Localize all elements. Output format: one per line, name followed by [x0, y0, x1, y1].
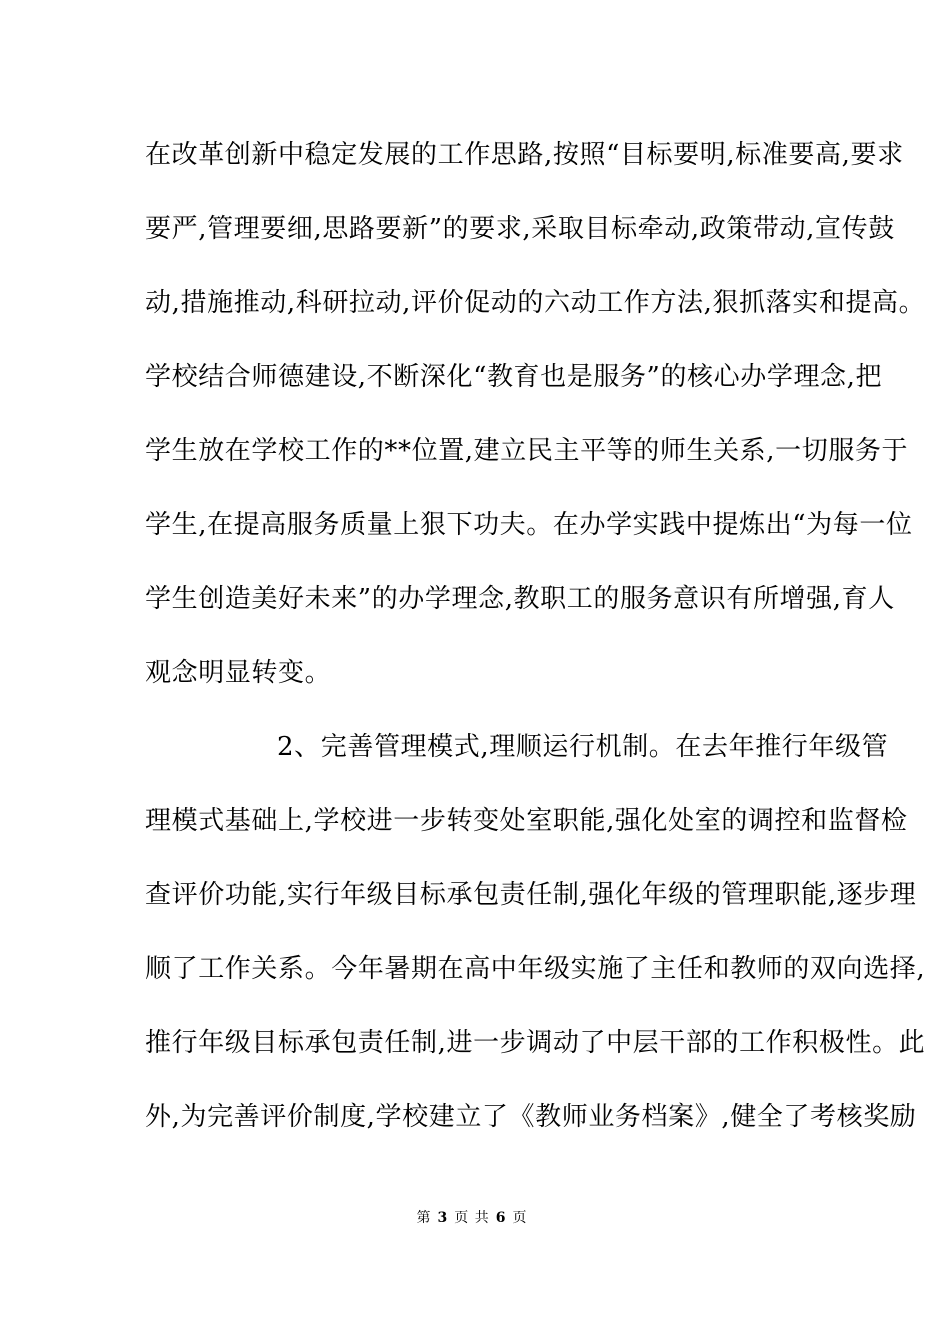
paragraph-line-2: 要严,管理要细,思路要新”的要求,采取目标牵动,政策带动,宣传鼓 — [145, 214, 895, 244]
footer-suffix: 页 — [512, 1210, 528, 1226]
paragraph-line-1: 在改革创新中稳定发展的工作思路,按照“目标要明,标准要高,要求 — [145, 140, 904, 170]
section-heading-line: 2、完善管理模式,理顺运行机制。在去年推行年级管 — [277, 732, 889, 762]
paragraph-line-11: 查评价功能,实行年级目标承包责任制,强化年级的管理职能,逐步理 — [145, 880, 917, 910]
paragraph-line-7: 学生创造美好未来”的办学理念,教职工的服务意识有所增强,育人 — [145, 584, 895, 614]
paragraph-line-6: 学生,在提高服务质量上狠下功夫。在办学实践中提炼出“为每一位 — [145, 510, 913, 540]
paragraph-line-14: 外,为完善评价制度,学校建立了《教师业务档案》,健全了考核奖励 — [145, 1102, 917, 1132]
paragraph-line-3: 动,措施推动,科研拉动,评价促动的六动工作方法,狠抓落实和提高。 — [145, 288, 926, 318]
current-page-number: 3 — [437, 1210, 449, 1226]
paragraph-line-13: 推行年级目标承包责任制,进一步调动了中层干部的工作积极性。此 — [145, 1028, 926, 1058]
paragraph-line-5: 学生放在学校工作的**位置,建立民主平等的师生关系,一切服务于 — [145, 436, 909, 466]
footer-middle: 页 共 — [454, 1210, 490, 1226]
paragraph-line-8: 观念明显转变。 — [145, 658, 332, 688]
page-footer — [0, 1208, 950, 1228]
total-page-number: 6 — [495, 1210, 507, 1226]
paragraph-line-10: 理模式基础上,学校进一步转变处室职能,强化处室的调控和监督检 — [145, 806, 908, 836]
paragraph-line-12: 顺了工作关系。今年暑期在高中年级实施了主任和教师的双向选择, — [145, 954, 926, 984]
footer-prefix: 第 — [416, 1210, 432, 1226]
paragraph-line-4: 学校结合师德建设,不断深化“教育也是服务”的核心办学理念,把 — [145, 362, 883, 392]
